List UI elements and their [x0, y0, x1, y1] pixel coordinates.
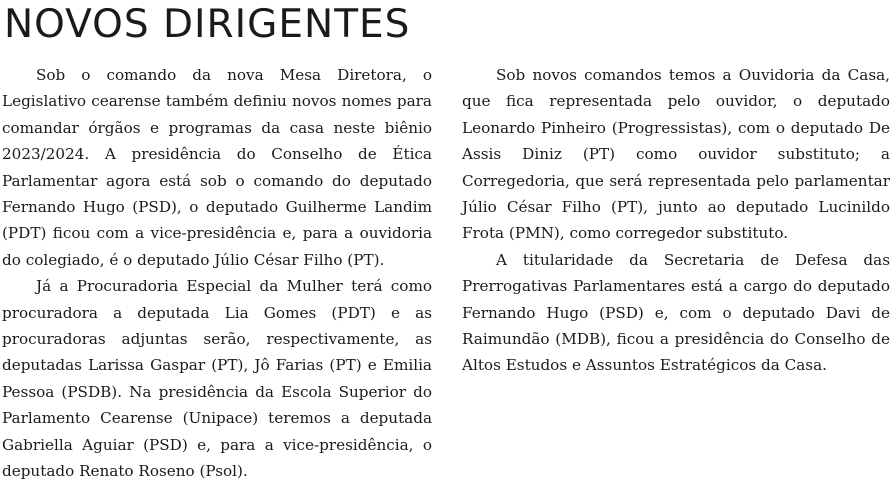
paragraph-etica: Sob o comando da nova Mesa Diretora, o Legislativo cearense também definiu novos nomes para comandar órgãos e programas da casa neste biênio 2023/2024. A presidência do Conselho de Ética Parlamentar agora está sob o comando do deputado Fernando Hugo (PSD), o deputado Guilherme Landim (PDT) ficou com a vice-presidência e, para a ouvidoria do colegiado, é o deputado Júlio César Filho (PT). [2, 66, 432, 269]
left-column [2, 62, 432, 485]
right-column [462, 62, 890, 379]
paragraph-procuradoria: Já a Procuradoria Especial da Mulher terá como procuradora a deputada Lia Gomes (PDT) e as procuradoras adjuntas serão, respectivamente, as deputadas Larissa Gaspar (PT), Jô Farias (PT) e Emilia Pessoa (PSDB). Na presidência da Escola Superior do Parlamento Cearense (Unipace) teremos a deputada Gabriella Aguiar (PSD) e, para a vice-presidência, o deputado Renato Roseno (Psol). [2, 277, 432, 481]
paragraph-prerrogativas: A titularidade da Secretaria de Defesa das Prerrogativas Parlamentares está a cargo do deputado Fernando Hugo (PSD) e, com o deputado Davi de Raimundão (MDB), ficou a presidência do Conselho de Altos Estudos e Assuntos Estratégicos da Casa. [462, 250, 890, 375]
article-title: NOVOS DIRIGENTES [4, 2, 411, 47]
paragraph-ouvidoria: Sob novos comandos temos a Ouvidoria da Casa, que fica representada pelo ouvidor, o deputado Leonardo Pinheiro (Progressistas), com o deputado De Assis Diniz (PT) como ouvidor substituto; a Corregedoria, que será representada pelo parlamentar Júlio César Filho (PT), junto ao deputado Lucinildo Frota (PMN), como corregedor substituto. [462, 66, 890, 243]
